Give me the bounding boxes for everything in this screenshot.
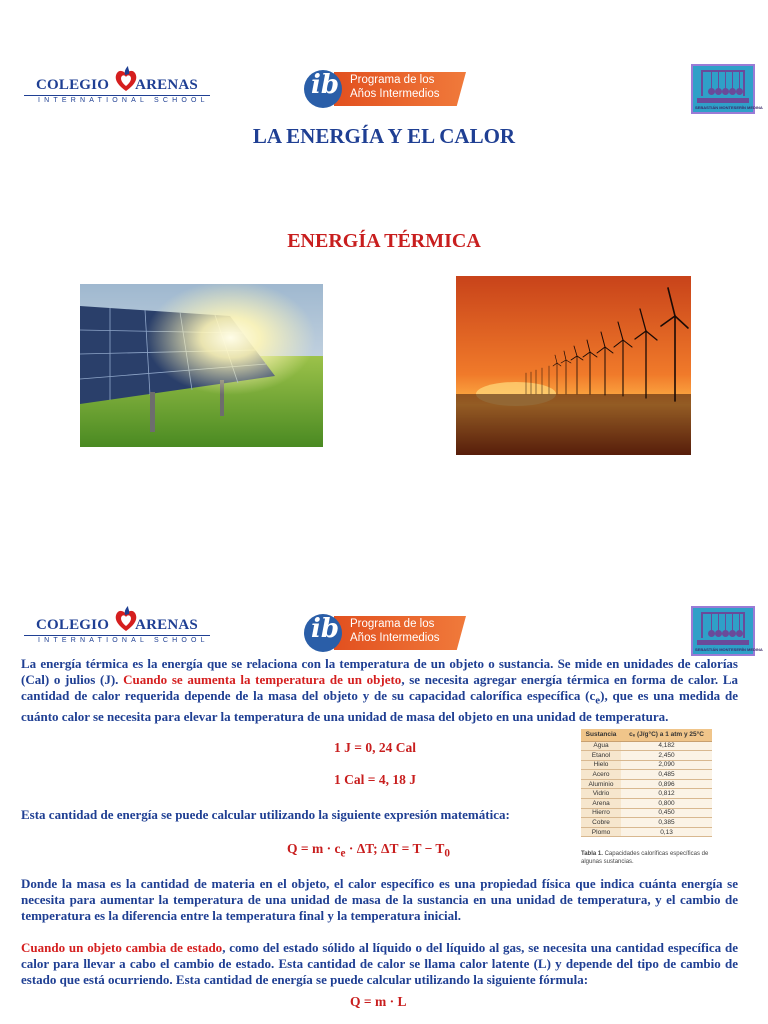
ib-myp-logo <box>304 68 466 108</box>
colegio-arenas-logo <box>24 66 210 106</box>
table-cell-substance: Plomo <box>581 827 621 837</box>
table-header: cₑ (J/g°C) a 1 atm y 25°C <box>621 729 712 741</box>
logo-name-b: ARENAS <box>135 617 198 633</box>
page-title: LA ENERGÍA Y EL CALOR <box>252 124 516 148</box>
table-cell-substance: Cobre <box>581 818 621 828</box>
table-cell-substance: Hielo <box>581 760 621 770</box>
logo-name-a: COLEGIO <box>36 617 110 633</box>
specific-heat-table <box>581 729 712 837</box>
ib-myp-logo-2 <box>304 612 466 652</box>
paragraph-expression-intro: Esta cantidad de energía se puede calcular utilizando la siguiente expresión matemática: <box>21 807 510 822</box>
section-title: ENERGÍA TÉRMICA <box>287 230 481 252</box>
table-row <box>581 779 712 789</box>
ib-mark: ib <box>311 70 340 100</box>
logo-name-b: ARENAS <box>135 77 198 93</box>
table-cell-substance: Aluminio <box>581 779 621 789</box>
table-cell-value: 2,090 <box>621 760 712 770</box>
flame-heart-icon <box>112 66 140 92</box>
table-row <box>581 818 712 828</box>
table-cell-value: 0,800 <box>621 799 712 809</box>
table-cell-value: 0,485 <box>621 770 712 780</box>
paragraph-latent-heat: Cuando un objeto cambia de estado, como del estado sólido al líquido o del líquido al gas, se necesita una cantidad específica de calor para llevar a cabo el cambio de estado. Esta cantidad de calor se llama calor latente (L) y depende del tipo de cambio de estado que está ocurriendo. Esta cantidad de energía se puede calcular utilizando la siguiente fórmula: <box>21 940 738 988</box>
table-cell-value: 0,896 <box>621 779 712 789</box>
table-cell-substance: Vidrio <box>581 789 621 799</box>
paragraph-thermal-energy: La energía térmica es la energía que se relaciona con la temperatura de un objeto o sustancia. Se mide en unidades de calorías (Cal) o julios (J). Cuando se aumenta la temperatura de un objeto, se necesita agregar energía térmica en forma de calor. La cantidad de calor requerida depende de la masa del objeto y de su capacidad calorífica específica $(c_e)$, que es una medida de cuánto calor se necesita para elevar la temperatura de una unidad de masa del objeto en una unidad de temperatura. <box>21 656 739 725</box>
ib-line2: Años Intermedios <box>350 88 440 100</box>
logo-caption: SEBASTIÁN MONTESERÍN MEDINA <box>695 647 763 652</box>
table-cell-value: 4,182 <box>621 741 712 751</box>
table-row <box>581 741 712 751</box>
table-cell-substance: Etanol <box>581 751 621 761</box>
logo-caption: SEBASTIÁN MONTESERÍN MEDINA <box>695 105 763 110</box>
equation-latent-heat: Q = m · L <box>350 994 407 1009</box>
ib-line1: Programa de los <box>350 74 435 86</box>
logo-subtitle: INTERNATIONAL SCHOOL <box>38 637 209 644</box>
ib-line1: Programa de los <box>350 618 435 630</box>
table-row <box>581 789 712 799</box>
table-cell-substance: Hierro <box>581 808 621 818</box>
logo-name-a: COLEGIO <box>36 77 110 93</box>
equation-heat: $Q = m \cdot c_e \cdot \Delta T$; $\Delta T = T - T_0$ <box>287 841 451 860</box>
table-row <box>581 770 712 780</box>
table-header: Sustancia <box>581 729 621 741</box>
ib-mark: ib <box>311 614 340 644</box>
table-cell-value: 0,13 <box>621 827 712 837</box>
table-cell-value: 0,812 <box>621 789 712 799</box>
table-cell-value: 2,450 <box>621 751 712 761</box>
colegio-arenas-logo-2 <box>24 606 210 646</box>
table-row <box>581 760 712 770</box>
newton-cradle-logo-2 <box>691 606 763 656</box>
ib-line2: Años Intermedios <box>350 632 440 644</box>
table-row <box>581 751 712 761</box>
table-cell-substance: Acero <box>581 770 621 780</box>
wind-turbines-photo <box>456 276 691 455</box>
table-cell-value: 0,450 <box>621 808 712 818</box>
table-cell-substance: Agua <box>581 741 621 751</box>
equation-joule-to-cal: 1 J = 0, 24 Cal <box>334 740 416 755</box>
flame-heart-icon <box>112 606 140 632</box>
paragraph-definitions: Donde la masa es la cantidad de materia en el objeto, el calor específico es una propiedad física que indica cuánta energía se necesita para aumentar la temperatura de una unidad de masa de la sustancia en una unidad de temperatura, y el cambio de temperatura es la diferencia entre la temperatura final y la temperatura inicial. <box>21 876 738 924</box>
newton-cradle-logo <box>691 64 763 114</box>
solar-panels-photo <box>80 284 323 447</box>
table-row <box>581 827 712 837</box>
table-caption: Tabla 1. Capacidades caloríficas específicas de algunas sustancias. <box>581 851 709 865</box>
table-cell-value: 0,385 <box>621 818 712 828</box>
table-row <box>581 799 712 809</box>
table-row <box>581 808 712 818</box>
logo-subtitle: INTERNATIONAL SCHOOL <box>38 97 209 104</box>
table-cell-substance: Arena <box>581 799 621 809</box>
equation-cal-to-joule: 1 Cal = 4, 18 J <box>334 772 416 787</box>
